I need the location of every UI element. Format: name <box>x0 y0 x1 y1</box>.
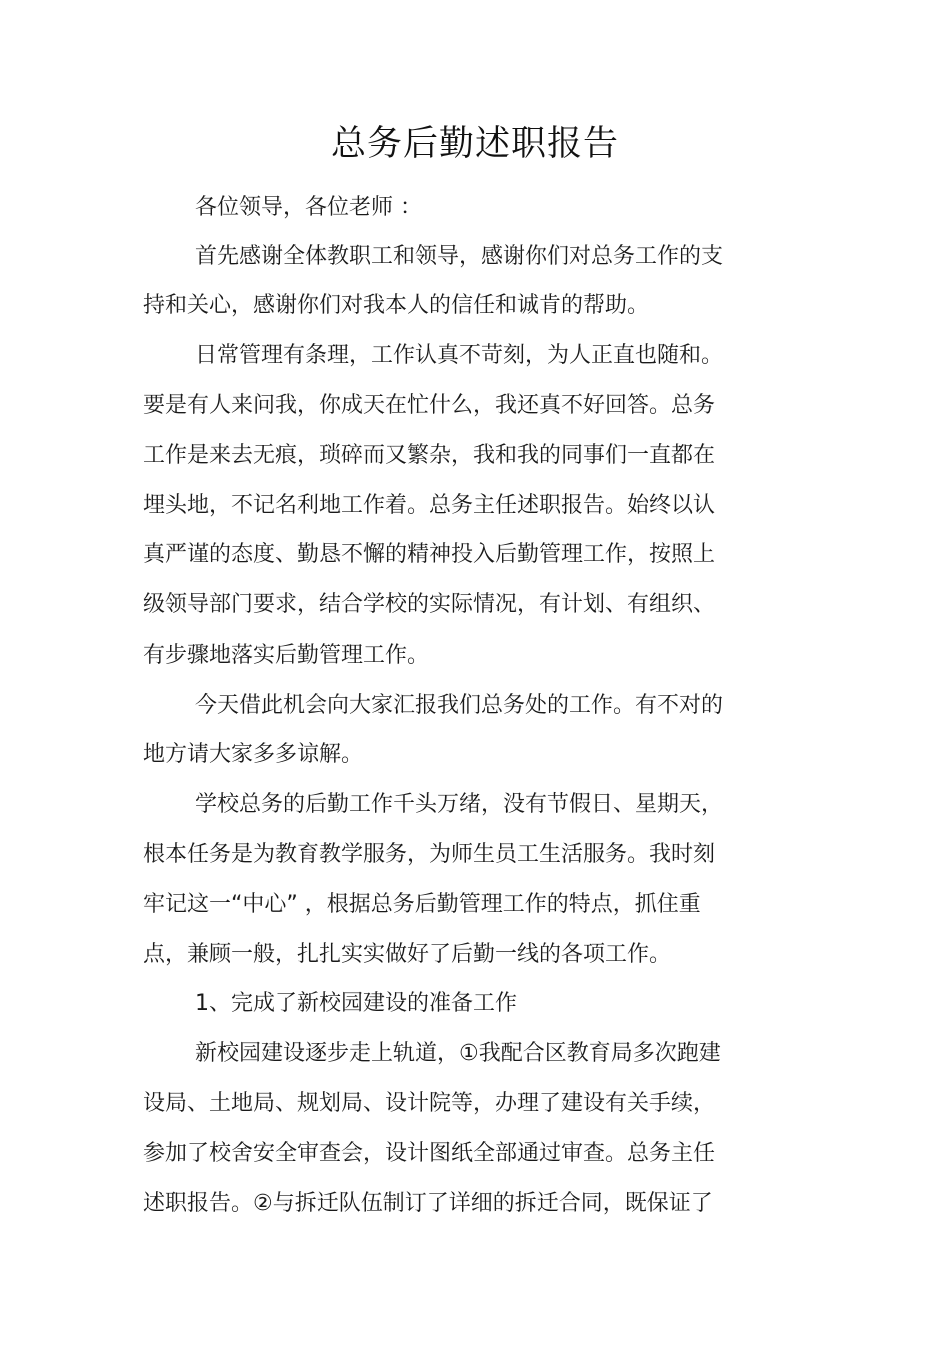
text-line: 述职报告。②与拆迁队伍制订了详细的拆迁合同，既保证了 <box>143 1191 713 1216</box>
text-line: 设局、土地局、规划局、设计院等，办理了建设有关手续， <box>143 1091 716 1116</box>
text-line: 学校总务的后勤工作千头万绪，没有节假日、星期天， <box>195 792 724 817</box>
text-line: 今天借此机会向大家汇报我们总务处的工作。有不对的 <box>195 693 724 718</box>
document-title: 总务后勤述职报告 <box>330 124 619 164</box>
text-line: 首先感谢全体教职工和领导，感谢你们对总务工作的支 <box>195 244 724 269</box>
text-line: 各位领导，各位老师 ： <box>195 195 422 220</box>
text-line: 根本任务是为教育教学服务，为师生员工生活服务。我时刻 <box>143 842 716 867</box>
text-line: 级领导部门要求，结合学校的实际情况，有计划、有组织、 <box>143 592 716 617</box>
text-line: 参加了校舍安全审查会，设计图纸全部通过审查。总务主任 <box>143 1141 716 1166</box>
text-line: 持和关心，感谢你们对我本人的信任和诚肯的帮助。 <box>143 293 650 318</box>
text-line: 新校园建设逐步走上轨道，①我配合区教育局多次跑建 <box>195 1041 721 1066</box>
text-line: 有步骤地落实后勤管理工作。 <box>143 643 430 668</box>
text-line: 1、完成了新校园建设的准备工作 <box>195 991 517 1016</box>
text-line: 地方请大家多多谅解。 <box>143 742 364 767</box>
text-line: 点，兼顾一般，扎扎实实做好了后勤一线的各项工作。 <box>143 942 672 967</box>
text-line: 真严谨的态度、勤恳不懈的精神投入后勤管理工作，按照上 <box>143 542 716 567</box>
text-line: 牢记这一“中心” ，根据总务后勤管理工作的特点，抓住重 <box>143 892 701 917</box>
text-line: 要是有人来问我，你成天在忙什么，我还真不好回答。总务 <box>143 393 716 418</box>
text-line: 日常管理有条理，工作认真不苛刻，为人正直也随和。 <box>195 343 724 368</box>
text-line: 埋头地，不记名利地工作着。总务主任述职报告。始终以认 <box>143 493 716 518</box>
text-line: 工作是来去无痕，琐碎而又繁杂，我和我的同事们一直都在 <box>143 443 716 468</box>
